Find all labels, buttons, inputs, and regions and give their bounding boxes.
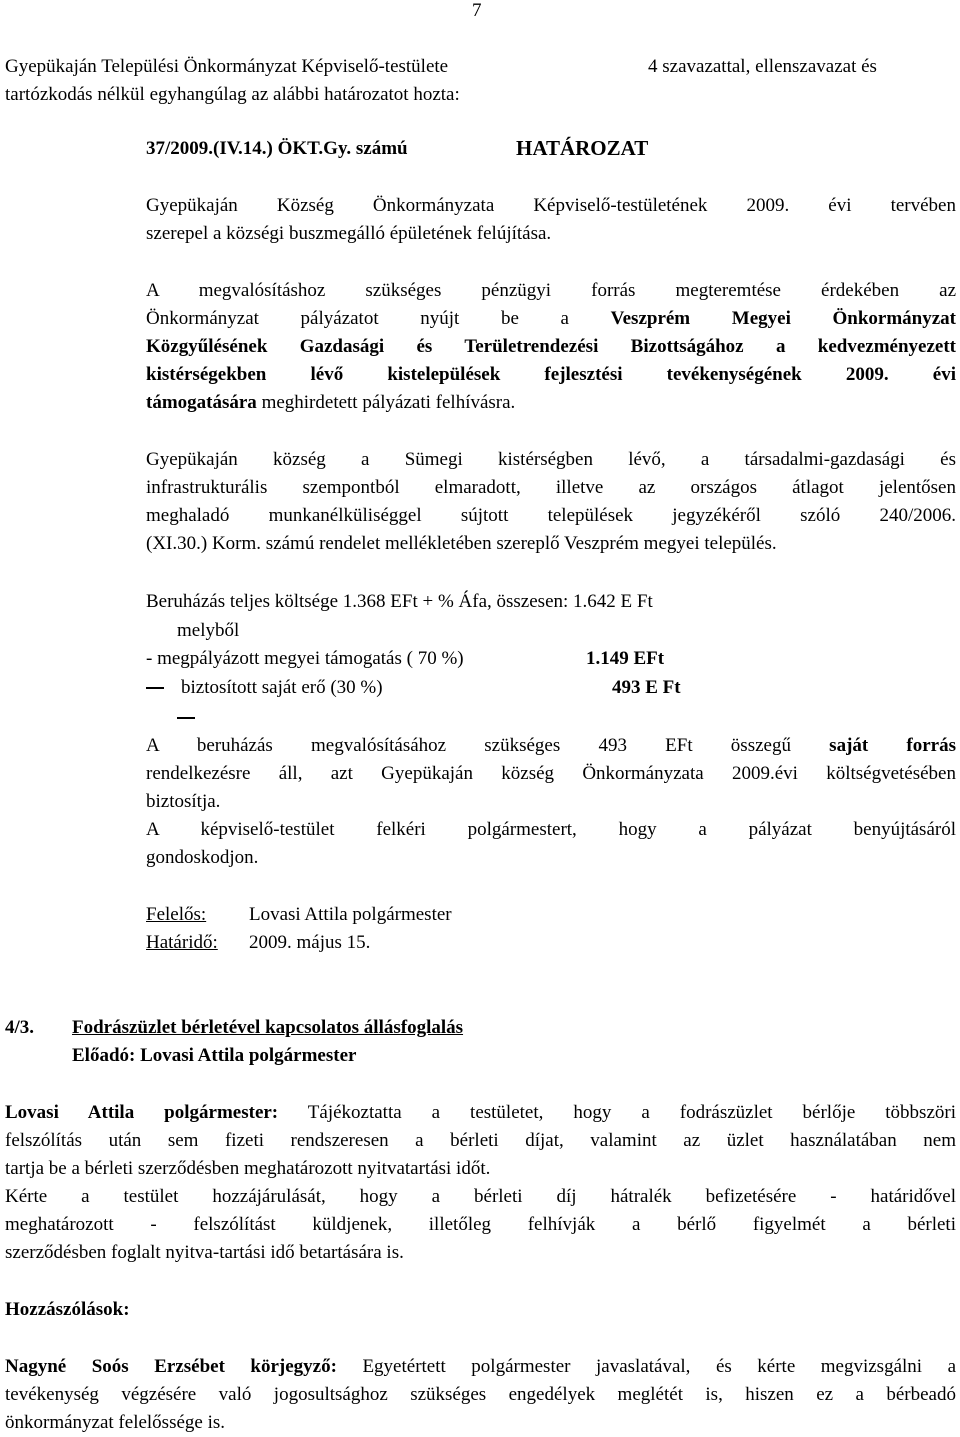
notary-line1-text: Egyetértett polgármester javaslatával, és kérte megvizsgálni a (362, 1356, 957, 1377)
resolution-p2-line2-b: Veszprém Megyei Önkormányzat (610, 308, 957, 329)
resolution-p4-line1-b: saját forrás (829, 735, 957, 756)
section-title: Fodrászüzlet bérletével kapcsolatos állásfoglalás (72, 1017, 464, 1038)
cost-empty-dash (177, 717, 195, 719)
deadline-label: Határidő: (146, 932, 218, 953)
mayor-label: Lovasi Attila polgármester: (5, 1102, 279, 1123)
mayor-line4: Kérte a testület hozzájárulását, hogy a bérleti díj hátralék befizetésére - határidővel (5, 1186, 956, 1207)
resolution-p4-line2: rendelkezésre áll, azt Gyepükaján község Önkormányzata 2009.évi költségvetésében (146, 763, 956, 784)
resolution-p2-line5-a: támogatására (146, 392, 257, 413)
notary-line2: tevékenység végzésére való jogosultsághoz szükséges engedélyek meglétét is, hiszen ez a bérbeadó (5, 1384, 956, 1405)
resolution-p5-line1: A képviselő-testület felkéri polgármestert, hogy a pályázat benyújtásáról (146, 819, 956, 840)
responsible-value: Lovasi Attila polgármester (249, 904, 452, 925)
cost-item1-label: - megpályázott megyei támogatás ( 70 %) (146, 648, 464, 669)
responsible-label: Felelős: (146, 904, 207, 925)
resolution-p1-line2: szerepel a községi buszmegálló épületének felújítása. (146, 223, 552, 244)
resolution-p2-line2-a: Önkormányzat pályázatot nyújt be a (146, 308, 569, 329)
resolution-p2-line4: kistérségekben lévő kistelepülések fejlesztési tevékenységének 2009. évi (146, 364, 956, 385)
resolution-p4-line1 (146, 731, 956, 760)
resolution-number: 37/2009.(IV.14.) ÖKT.Gy. számú (146, 138, 408, 159)
intro-right: 4 szavazattal, ellenszavazat és (648, 56, 877, 77)
deadline-value: 2009. május 15. (249, 932, 371, 953)
resolution-p4-line3: biztosítja. (146, 791, 221, 812)
notary-label: Nagyné Soós Erzsébet körjegyző: (5, 1356, 337, 1377)
resolution-p3-line4: (XI.30.) Korm. számú rendelet mellékletében szereplő Veszprém megyei település. (146, 533, 777, 554)
resolution-p3-line1: Gyepükaján község a Sümegi kistérségben lévő, a társadalmi-gazdasági és (146, 449, 956, 470)
page-number: 7 (472, 0, 482, 21)
resolution-p2-line5-b: meghirdetett pályázati felhívásra. (261, 392, 516, 413)
cost-item2-label: biztosított saját erő (30 %) (181, 677, 383, 698)
resolution-p4-line1-a: A beruházás megvalósításához szükséges 493 EFt összegű (146, 735, 791, 756)
resolution-p2-line3: Közgyűlésének Gazdasági és Területrendezési Bizottságához a kedvezményezett (146, 336, 956, 357)
mayor-line6: szerződésben foglalt nyitva-tartási idő betartására is. (5, 1242, 404, 1263)
resolution-p1-line1: Gyepükaján Község Önkormányzata Képviselő-testületének 2009. évi tervében (146, 195, 956, 216)
cost-line: Beruházás teljes költsége 1.368 EFt + % Áfa, összesen: 1.642 E Ft (146, 591, 653, 612)
resolution-p2-line2 (146, 304, 956, 333)
comments-label: Hozzászólások: (5, 1299, 130, 1320)
intro-line2: tartózkodás nélkül egyhangúlag az alábbi határozatot hozta: (5, 84, 460, 105)
resolution-p2-line5 (146, 388, 515, 417)
resolution-p5-line2: gondoskodjon. (146, 847, 259, 868)
cost-item2-dash (146, 687, 164, 689)
cost-melybol: melyből (177, 620, 240, 641)
mayor-line2: felszólítás után sem fizeti rendszeresen a bérleti díjat, valamint az üzlet használatában nem (5, 1130, 956, 1151)
notary-line3: önkormányzat felelőssége is. (5, 1412, 226, 1433)
resolution-p3-line2: infrastrukturális szempontból elmaradott, illetve az országos átlagot jelentősen (146, 477, 956, 498)
cost-item2-value: 493 E Ft (612, 677, 681, 698)
mayor-line3: tartja be a bérleti szerződésben meghatározott nyitvatartási időt. (5, 1158, 491, 1179)
mayor-line5: meghatározott - felszólítást küldjenek, illetőleg felhívják a bérlő figyelmét a bérleti (5, 1214, 956, 1235)
intro-left: Gyepükaján Települési Önkormányzat Képviselő-testülete (5, 56, 449, 77)
mayor-line1 (5, 1098, 956, 1127)
resolution-p2-line1: A megvalósításhoz szükséges pénzügyi forrás megteremtése érdekében az (146, 280, 956, 301)
notary-line1 (5, 1352, 956, 1381)
section-presenter: Előadó: Lovasi Attila polgármester (72, 1045, 357, 1066)
section-number: 4/3. (5, 1017, 35, 1038)
mayor-line1-text: Tájékoztatta a testületet, hogy a fodrászüzlet bérlője többszöri (307, 1102, 956, 1123)
cost-item1-value: 1.149 EFt (586, 648, 665, 669)
resolution-p3-line3: meghaladó munkanélküliséggel sújtott települések jegyzékéről szóló 240/2006. (146, 505, 956, 526)
resolution-title: HATÁROZAT (516, 136, 649, 160)
